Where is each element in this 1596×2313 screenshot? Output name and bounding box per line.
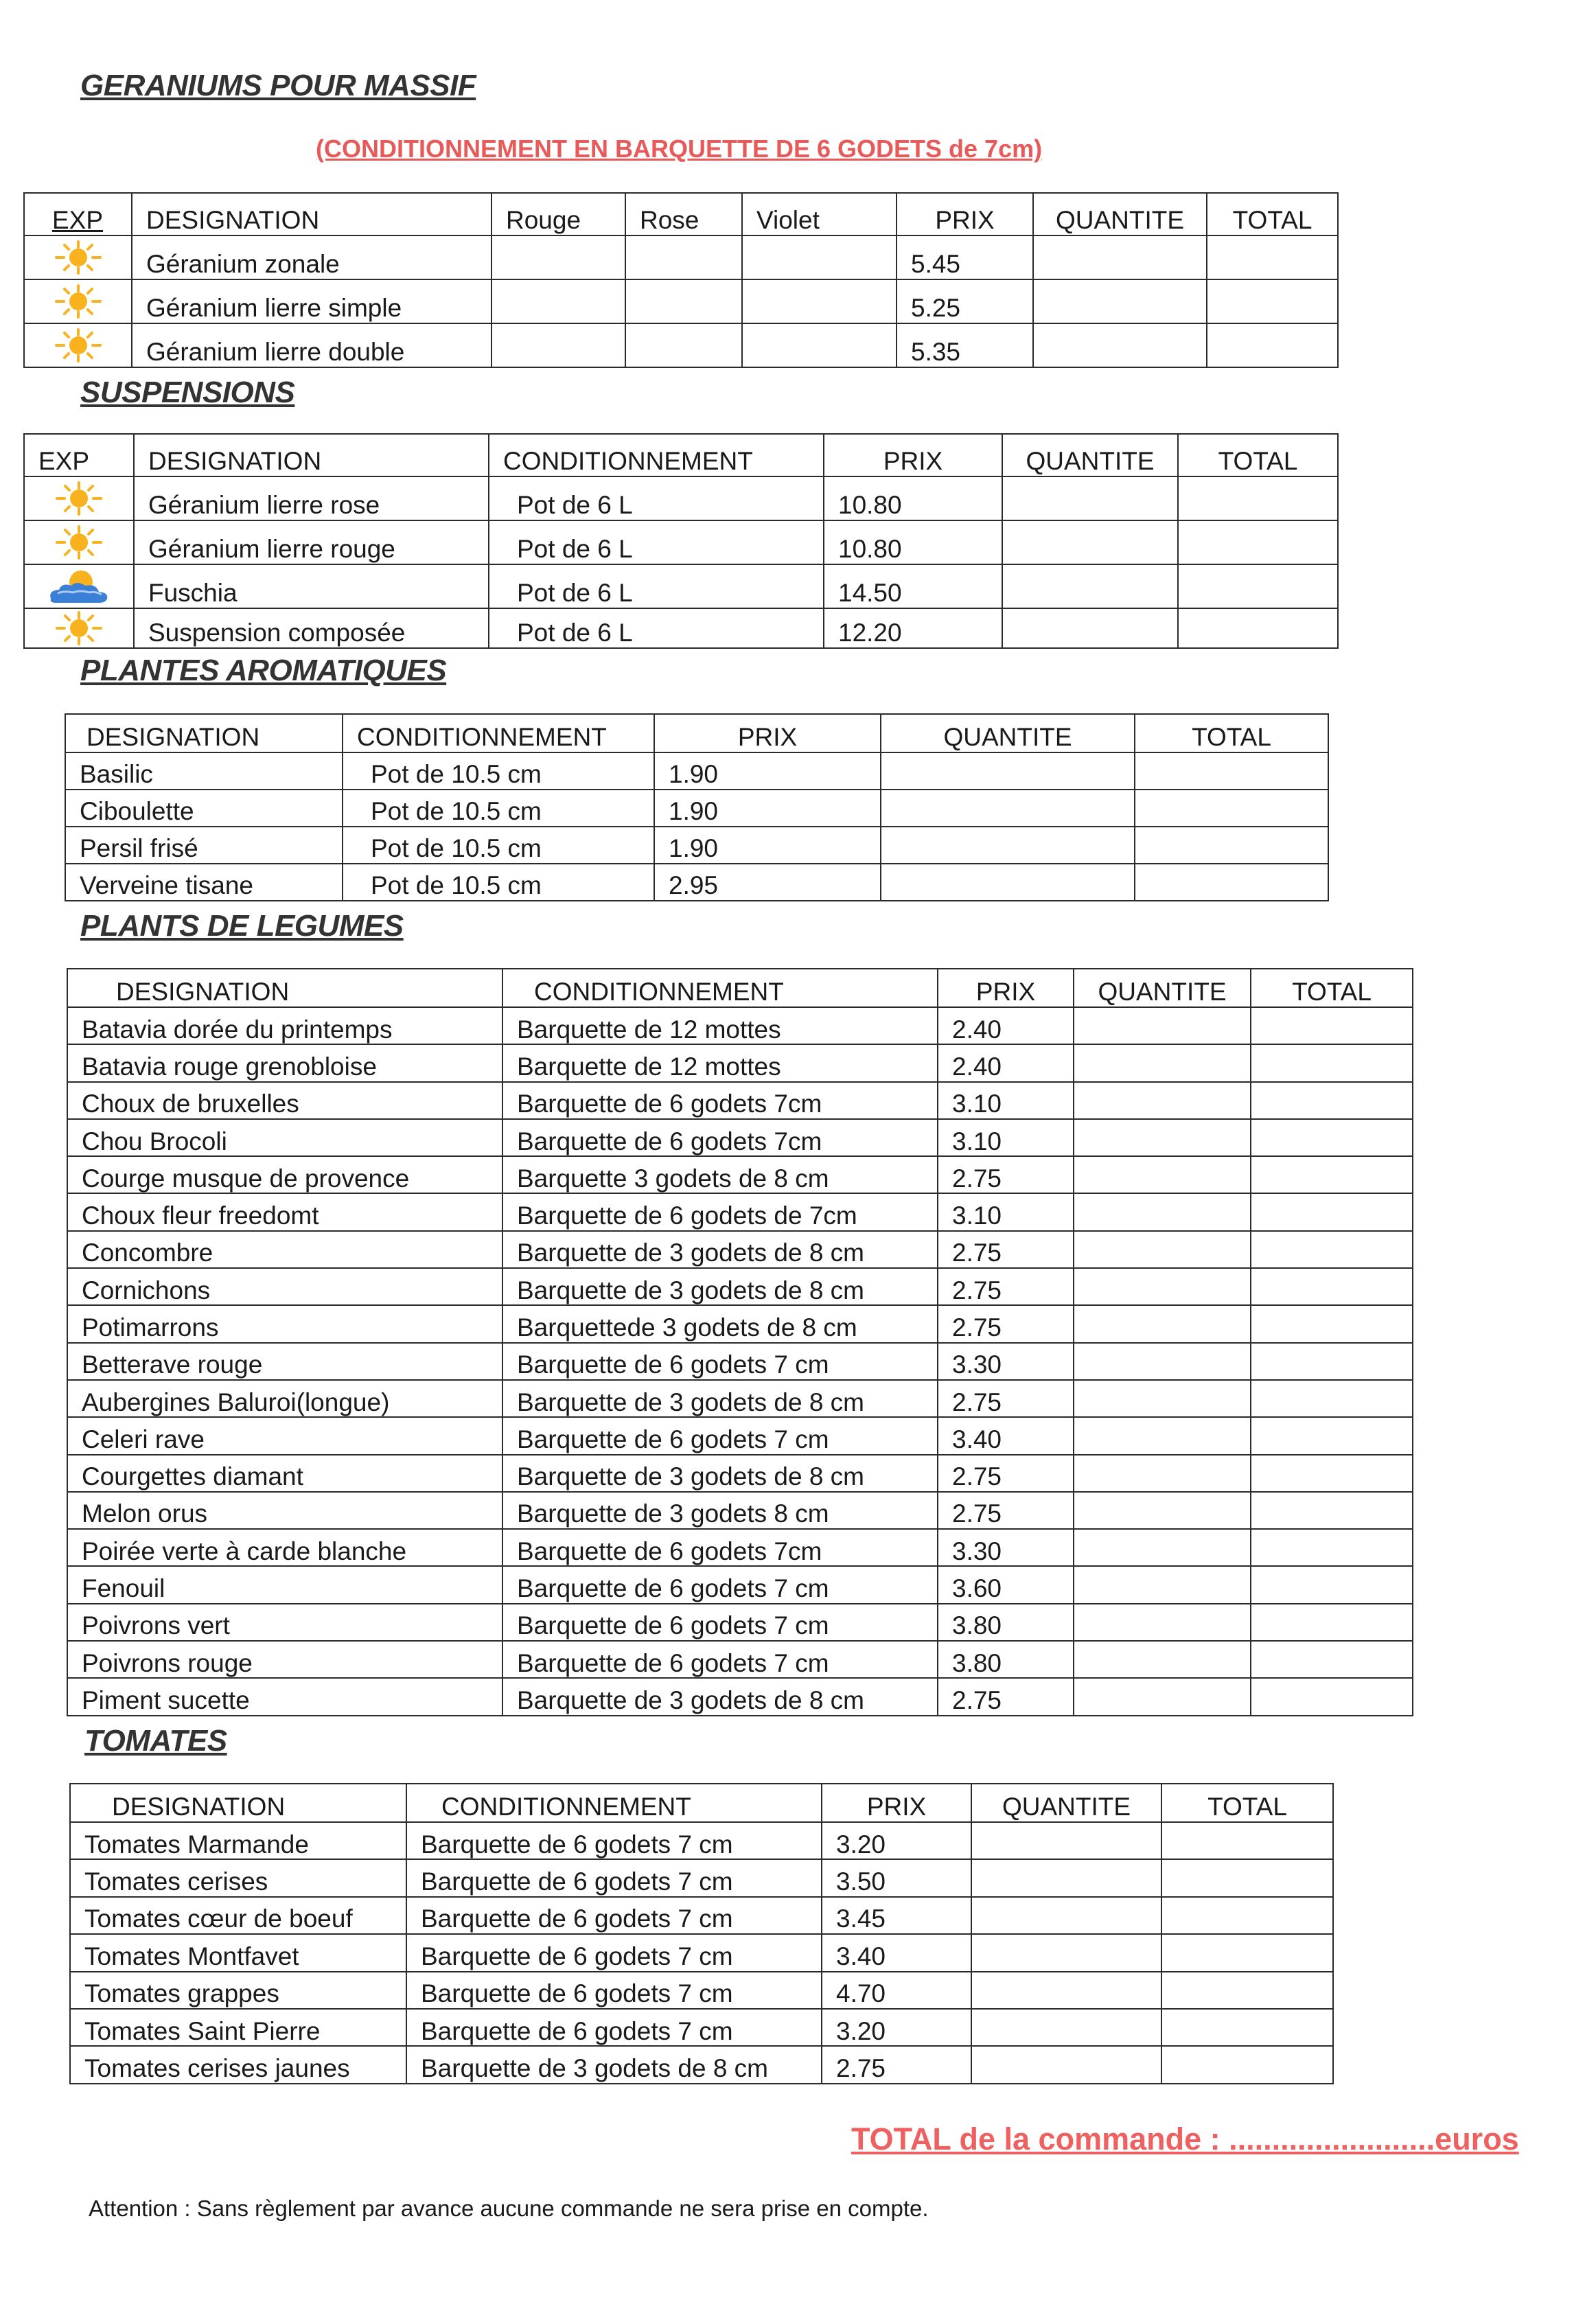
conditionnement-cell: Barquette de 3 godets de 8 cm <box>406 2046 822 2083</box>
quantite-input[interactable] <box>1074 1455 1251 1492</box>
designation-cell: Poirée verte à carde blanche <box>67 1529 502 1566</box>
quantite-input[interactable] <box>1033 323 1207 367</box>
designation-cell: Batavia rouge grenobloise <box>67 1044 502 1081</box>
rouge-input[interactable] <box>491 235 625 279</box>
column-header-conditionnement: CONDITIONNEMENT <box>489 434 824 476</box>
prix-cell: 4.70 <box>822 1972 971 2009</box>
prix-cell: 3.45 <box>822 1897 971 1934</box>
total-input[interactable] <box>1251 1455 1413 1492</box>
table-row <box>67 1231 1413 1268</box>
column-header-prix: PRIX <box>822 1784 971 1822</box>
designation-cell: Cornichons <box>67 1268 502 1305</box>
aromatiques-table <box>65 713 1329 901</box>
quantite-input[interactable] <box>1074 1193 1251 1230</box>
section-title-suspensions: SUSPENSIONS <box>80 376 295 409</box>
exposure-cell <box>24 235 132 279</box>
quantite-input[interactable] <box>1074 1305 1251 1342</box>
conditionnement-cell: Barquette de 12 mottes <box>502 1044 938 1081</box>
designation-cell: Melon orus <box>67 1492 502 1529</box>
total-input[interactable] <box>1251 1492 1413 1529</box>
conditionnement-cell: Barquette de 3 godets de 8 cm <box>502 1380 938 1417</box>
quantite-input[interactable] <box>971 1897 1161 1934</box>
quantite-input[interactable] <box>1074 1044 1251 1081</box>
total-input[interactable] <box>1251 1044 1413 1081</box>
table-row <box>67 1305 1413 1342</box>
rose-input[interactable] <box>625 323 742 367</box>
prix-cell: 3.80 <box>938 1604 1074 1641</box>
prix-cell: 12.20 <box>824 608 1002 648</box>
table-row <box>70 1972 1333 2009</box>
sun-icon <box>45 240 111 275</box>
total-input[interactable] <box>1251 1604 1413 1641</box>
table-row <box>70 2009 1333 2046</box>
column-header-conditionnement: CONDITIONNEMENT <box>343 714 654 752</box>
table-row <box>24 323 1338 367</box>
prix-cell: 3.40 <box>938 1417 1074 1454</box>
total-input[interactable] <box>1161 1822 1333 1859</box>
quantite-input[interactable] <box>1074 1529 1251 1566</box>
column-header-designation: DESIGNATION <box>70 1784 406 1822</box>
prix-cell: 3.40 <box>822 1934 971 1971</box>
conditionnement-cell: Pot de 6 L <box>489 564 824 608</box>
designation-cell: Celeri rave <box>67 1417 502 1454</box>
column-header-exp: EXP <box>24 434 134 476</box>
designation-cell: Suspension composée <box>134 608 489 648</box>
prix-cell: 3.10 <box>938 1193 1074 1230</box>
section-subtitle-geraniums: (CONDITIONNEMENT EN BARQUETTE DE 6 GODETS de 7cm) <box>316 135 1043 163</box>
column-header-quantite: QUANTITE <box>1033 193 1207 235</box>
conditionnement-cell: Barquette de 6 godets 7 cm <box>502 1566 938 1603</box>
prix-cell: 3.10 <box>938 1119 1074 1156</box>
total-input[interactable] <box>1178 476 1338 520</box>
total-input[interactable] <box>1161 1972 1333 2009</box>
conditionnement-cell: Barquette de 6 godets 7 cm <box>502 1641 938 1678</box>
quantite-input[interactable] <box>1074 1156 1251 1193</box>
prix-cell: 3.30 <box>938 1529 1074 1566</box>
table-row <box>67 1007 1413 1044</box>
table-header-row <box>67 969 1413 1007</box>
total-input[interactable] <box>1251 1343 1413 1380</box>
tomates-table <box>69 1783 1334 2084</box>
conditionnement-cell: Barquette de 6 godets 7cm <box>502 1529 938 1566</box>
conditionnement-cell: Pot de 10.5 cm <box>343 752 654 790</box>
designation-cell: Tomates cerises <box>70 1859 406 1896</box>
total-input[interactable] <box>1135 827 1328 864</box>
total-input[interactable] <box>1161 2009 1333 2046</box>
table-row <box>67 1119 1413 1156</box>
conditionnement-cell: Barquette de 6 godets 7 cm <box>406 2009 822 2046</box>
prix-cell: 2.75 <box>938 1231 1074 1268</box>
prix-cell: 5.35 <box>897 323 1033 367</box>
prix-cell: 2.75 <box>938 1455 1074 1492</box>
column-header-rouge: Rouge <box>491 193 625 235</box>
conditionnement-cell: Pot de 10.5 cm <box>343 827 654 864</box>
column-header-designation: DESIGNATION <box>65 714 343 752</box>
prix-cell: 14.50 <box>824 564 1002 608</box>
designation-cell: Tomates grappes <box>70 1972 406 2009</box>
column-header-total: TOTAL <box>1161 1784 1333 1822</box>
designation-cell: Géranium zonale <box>132 235 491 279</box>
conditionnement-cell: Barquette de 3 godets de 8 cm <box>502 1231 938 1268</box>
prix-cell: 3.50 <box>822 1859 971 1896</box>
quantite-input[interactable] <box>1074 1343 1251 1380</box>
quantite-input[interactable] <box>971 1972 1161 2009</box>
total-input[interactable] <box>1251 1305 1413 1342</box>
prix-cell: 2.75 <box>938 1156 1074 1193</box>
quantite-input[interactable] <box>1074 1380 1251 1417</box>
table-row <box>70 1859 1333 1896</box>
section-title-legumes: PLANTS DE LEGUMES <box>80 909 404 943</box>
column-header-quantite: QUANTITE <box>1074 969 1251 1007</box>
designation-cell: Poivrons rouge <box>67 1641 502 1678</box>
exposure-cell <box>24 520 134 564</box>
exposure-cell <box>24 279 132 323</box>
quantite-input[interactable] <box>881 790 1135 827</box>
total-input[interactable] <box>1251 1007 1413 1044</box>
designation-cell: Tomates Marmande <box>70 1822 406 1859</box>
total-input[interactable] <box>1251 1380 1413 1417</box>
designation-cell: Piment sucette <box>67 1678 502 1715</box>
table-header-row <box>65 714 1328 752</box>
section-title-geraniums: GERANIUMS POUR MASSIF <box>80 69 476 102</box>
column-header-total: TOTAL <box>1251 969 1413 1007</box>
designation-cell: Betterave rouge <box>67 1343 502 1380</box>
designation-cell: Choux fleur freedomt <box>67 1193 502 1230</box>
conditionnement-cell: Pot de 10.5 cm <box>343 790 654 827</box>
total-input[interactable] <box>1251 1268 1413 1305</box>
designation-cell: Courgettes diamant <box>67 1455 502 1492</box>
order-total-line: TOTAL de la commande : ........................euros <box>851 2121 1519 2156</box>
column-header-prix: PRIX <box>824 434 1002 476</box>
column-header-exp: EXP <box>24 193 132 235</box>
total-input[interactable] <box>1135 752 1328 790</box>
table-row <box>70 2046 1333 2083</box>
conditionnement-cell: Barquette de 6 godets 7 cm <box>406 1822 822 1859</box>
prix-cell: 10.80 <box>824 520 1002 564</box>
quantite-input[interactable] <box>971 2046 1161 2083</box>
designation-cell: Concombre <box>67 1231 502 1268</box>
table-row <box>24 608 1338 648</box>
prix-cell: 2.75 <box>938 1268 1074 1305</box>
conditionnement-cell: Barquette de 3 godets de 8 cm <box>502 1268 938 1305</box>
prix-cell: 1.90 <box>654 827 881 864</box>
violet-input[interactable] <box>742 323 897 367</box>
total-input[interactable] <box>1207 235 1338 279</box>
conditionnement-cell: Barquette de 6 godets 7 cm <box>502 1604 938 1641</box>
table-row <box>24 279 1338 323</box>
table-row <box>65 864 1328 901</box>
column-header-quantite: QUANTITE <box>881 714 1135 752</box>
conditionnement-cell: Barquette de 6 godets 7cm <box>502 1119 938 1156</box>
table-row <box>67 1380 1413 1417</box>
column-header-prix: PRIX <box>938 969 1074 1007</box>
total-input[interactable] <box>1135 864 1328 901</box>
conditionnement-cell: Barquette de 3 godets de 8 cm <box>502 1678 938 1715</box>
prix-cell: 2.75 <box>938 1305 1074 1342</box>
prix-cell: 2.40 <box>938 1007 1074 1044</box>
quantite-input[interactable] <box>881 864 1135 901</box>
sun-icon <box>45 284 111 319</box>
column-header-total: TOTAL <box>1178 434 1338 476</box>
table-header-row <box>24 434 1338 476</box>
table-row <box>70 1897 1333 1934</box>
table-row <box>24 564 1338 608</box>
table-row <box>67 1641 1413 1678</box>
conditionnement-cell: Barquette de 3 godets de 8 cm <box>502 1455 938 1492</box>
prix-cell: 2.75 <box>938 1380 1074 1417</box>
total-input[interactable] <box>1161 2046 1333 2083</box>
legumes-table <box>67 968 1413 1716</box>
designation-cell: Géranium lierre double <box>132 323 491 367</box>
table-row <box>24 520 1338 564</box>
table-row <box>70 1822 1333 1859</box>
column-header-rose: Rose <box>625 193 742 235</box>
conditionnement-cell: Barquette 3 godets de 8 cm <box>502 1156 938 1193</box>
designation-cell: Verveine tisane <box>65 864 343 901</box>
table-row <box>67 1678 1413 1715</box>
quantite-input[interactable] <box>1074 1268 1251 1305</box>
conditionnement-cell: Barquette de 6 godets 7 cm <box>502 1417 938 1454</box>
violet-input[interactable] <box>742 279 897 323</box>
column-header-conditionnement: CONDITIONNEMENT <box>502 969 938 1007</box>
total-input[interactable] <box>1251 1119 1413 1156</box>
exposure-cell <box>24 564 134 608</box>
designation-cell: Tomates Saint Pierre <box>70 2009 406 2046</box>
quantite-input[interactable] <box>1002 520 1178 564</box>
column-header-quantite: QUANTITE <box>971 1784 1161 1822</box>
prix-cell: 10.80 <box>824 476 1002 520</box>
violet-input[interactable] <box>742 235 897 279</box>
conditionnement-cell: Barquette de 6 godets de 7cm <box>502 1193 938 1230</box>
designation-cell: Tomates cœur de boeuf <box>70 1897 406 1934</box>
table-row <box>67 1044 1413 1081</box>
designation-cell: Persil frisé <box>65 827 343 864</box>
designation-cell: Tomates cerises jaunes <box>70 2046 406 2083</box>
quantite-input[interactable] <box>971 1934 1161 1971</box>
designation-cell: Poivrons vert <box>67 1604 502 1641</box>
total-input[interactable] <box>1251 1566 1413 1603</box>
column-header-prix: PRIX <box>654 714 881 752</box>
conditionnement-cell: Pot de 10.5 cm <box>343 864 654 901</box>
table-row <box>24 235 1338 279</box>
rouge-input[interactable] <box>491 279 625 323</box>
table-header-row <box>70 1784 1333 1822</box>
column-header-prix: PRIX <box>897 193 1033 235</box>
column-header-total: TOTAL <box>1207 193 1338 235</box>
total-input[interactable] <box>1161 1859 1333 1896</box>
rose-input[interactable] <box>625 235 742 279</box>
conditionnement-cell: Barquette de 6 godets 7cm <box>502 1082 938 1119</box>
designation-cell: Géranium lierre rose <box>134 476 489 520</box>
designation-cell: Tomates Montfavet <box>70 1934 406 1971</box>
table-row <box>67 1193 1413 1230</box>
total-input[interactable] <box>1178 564 1338 608</box>
table-row <box>65 790 1328 827</box>
prix-cell: 1.90 <box>654 752 881 790</box>
quantite-input[interactable] <box>1074 1119 1251 1156</box>
designation-cell: Fuschia <box>134 564 489 608</box>
rouge-input[interactable] <box>491 323 625 367</box>
payment-notice: Attention : Sans règlement par avance aucune commande ne sera prise en compte. <box>89 2196 929 2221</box>
conditionnement-cell: Barquette de 6 godets 7 cm <box>406 1972 822 2009</box>
quantite-input[interactable] <box>1002 564 1178 608</box>
prix-cell: 3.80 <box>938 1641 1074 1678</box>
quantite-input[interactable] <box>1074 1604 1251 1641</box>
prix-cell: 3.60 <box>938 1566 1074 1603</box>
table-row <box>67 1566 1413 1603</box>
designation-cell: Fenouil <box>67 1566 502 1603</box>
quantite-input[interactable] <box>1033 235 1207 279</box>
prix-cell: 2.40 <box>938 1044 1074 1081</box>
total-input[interactable] <box>1207 323 1338 367</box>
section-title-tomates: TOMATES <box>84 1724 227 1758</box>
prix-cell: 1.90 <box>654 790 881 827</box>
column-header-designation: DESIGNATION <box>134 434 489 476</box>
quantite-input[interactable] <box>1074 1231 1251 1268</box>
column-header-conditionnement: CONDITIONNEMENT <box>406 1784 822 1822</box>
table-row <box>24 476 1338 520</box>
conditionnement-cell: Barquette de 6 godets 7 cm <box>406 1859 822 1896</box>
total-input[interactable] <box>1178 608 1338 648</box>
conditionnement-cell: Barquette de 6 godets 7 cm <box>406 1897 822 1934</box>
sun-icon <box>46 525 112 560</box>
column-header-violet: Violet <box>742 193 897 235</box>
designation-cell: Potimarrons <box>67 1305 502 1342</box>
prix-cell: 2.95 <box>654 864 881 901</box>
prix-cell: 2.75 <box>938 1678 1074 1715</box>
sun-cloud-icon <box>41 567 117 606</box>
table-row <box>67 1455 1413 1492</box>
prix-cell: 2.75 <box>938 1492 1074 1529</box>
suspensions-table <box>23 433 1339 649</box>
conditionnement-cell: Pot de 6 L <box>489 476 824 520</box>
designation-cell: Courge musque de provence <box>67 1156 502 1193</box>
exposure-cell <box>24 323 132 367</box>
total-input[interactable] <box>1207 279 1338 323</box>
table-row <box>67 1268 1413 1305</box>
section-title-aromatiques: PLANTES AROMATIQUES <box>80 654 447 687</box>
quantite-input[interactable] <box>1074 1678 1251 1715</box>
quantite-input[interactable] <box>1074 1007 1251 1044</box>
quantite-input[interactable] <box>1074 1641 1251 1678</box>
geraniums-table <box>23 192 1339 368</box>
total-input[interactable] <box>1178 520 1338 564</box>
exposure-cell <box>24 608 134 648</box>
table-row <box>67 1082 1413 1119</box>
prix-cell: 3.20 <box>822 2009 971 2046</box>
table-row <box>65 752 1328 790</box>
total-input[interactable] <box>1251 1231 1413 1268</box>
quantite-input[interactable] <box>1074 1492 1251 1529</box>
table-row <box>70 1934 1333 1971</box>
conditionnement-cell: Pot de 6 L <box>489 520 824 564</box>
prix-cell: 5.45 <box>897 235 1033 279</box>
quantite-input[interactable] <box>1002 608 1178 648</box>
quantite-input[interactable] <box>1002 476 1178 520</box>
sun-icon <box>46 481 112 516</box>
total-input[interactable] <box>1251 1417 1413 1454</box>
designation-cell: Géranium lierre simple <box>132 279 491 323</box>
quantite-input[interactable] <box>881 752 1135 790</box>
conditionnement-cell: Barquette de 6 godets 7 cm <box>406 1934 822 1971</box>
quantite-input[interactable] <box>971 1822 1161 1859</box>
sun-icon <box>45 327 111 363</box>
quantite-input[interactable] <box>971 1859 1161 1896</box>
total-input[interactable] <box>1251 1641 1413 1678</box>
column-header-designation: DESIGNATION <box>132 193 491 235</box>
conditionnement-cell: Barquette de 6 godets 7 cm <box>502 1343 938 1380</box>
exposure-cell <box>24 476 134 520</box>
prix-cell: 3.30 <box>938 1343 1074 1380</box>
conditionnement-cell: Barquette de 12 mottes <box>502 1007 938 1044</box>
prix-cell: 5.25 <box>897 279 1033 323</box>
total-input[interactable] <box>1251 1193 1413 1230</box>
table-row <box>67 1417 1413 1454</box>
quantite-input[interactable] <box>971 2009 1161 2046</box>
designation-cell: Chou Brocoli <box>67 1119 502 1156</box>
total-input[interactable] <box>1251 1082 1413 1119</box>
table-row <box>67 1492 1413 1529</box>
table-header-row <box>24 193 1338 235</box>
table-row <box>67 1156 1413 1193</box>
prix-cell: 3.20 <box>822 1822 971 1859</box>
column-header-quantite: QUANTITE <box>1002 434 1178 476</box>
quantite-input[interactable] <box>1074 1082 1251 1119</box>
prix-cell: 3.10 <box>938 1082 1074 1119</box>
conditionnement-cell: Barquettede 3 godets de 8 cm <box>502 1305 938 1342</box>
designation-cell: Batavia dorée du printemps <box>67 1007 502 1044</box>
conditionnement-cell: Pot de 6 L <box>489 608 824 648</box>
conditionnement-cell: Barquette de 3 godets 8 cm <box>502 1492 938 1529</box>
designation-cell: Ciboulette <box>65 790 343 827</box>
quantite-input[interactable] <box>881 827 1135 864</box>
total-input[interactable] <box>1251 1156 1413 1193</box>
table-row <box>65 827 1328 864</box>
total-input[interactable] <box>1161 1897 1333 1934</box>
total-input[interactable] <box>1251 1529 1413 1566</box>
designation-cell: Basilic <box>65 752 343 790</box>
quantite-input[interactable] <box>1033 279 1207 323</box>
prix-cell: 2.75 <box>822 2046 971 2083</box>
column-header-designation: DESIGNATION <box>67 969 502 1007</box>
table-row <box>67 1604 1413 1641</box>
designation-cell: Aubergines Baluroi(longue) <box>67 1380 502 1417</box>
column-header-total: TOTAL <box>1135 714 1328 752</box>
total-input[interactable] <box>1251 1678 1413 1715</box>
quantite-input[interactable] <box>1074 1566 1251 1603</box>
table-row <box>67 1343 1413 1380</box>
total-input[interactable] <box>1161 1934 1333 1971</box>
table-row <box>67 1529 1413 1566</box>
rose-input[interactable] <box>625 279 742 323</box>
quantite-input[interactable] <box>1074 1417 1251 1454</box>
designation-cell: Géranium lierre rouge <box>134 520 489 564</box>
total-input[interactable] <box>1135 790 1328 827</box>
designation-cell: Choux de bruxelles <box>67 1082 502 1119</box>
sun-icon <box>46 610 112 646</box>
